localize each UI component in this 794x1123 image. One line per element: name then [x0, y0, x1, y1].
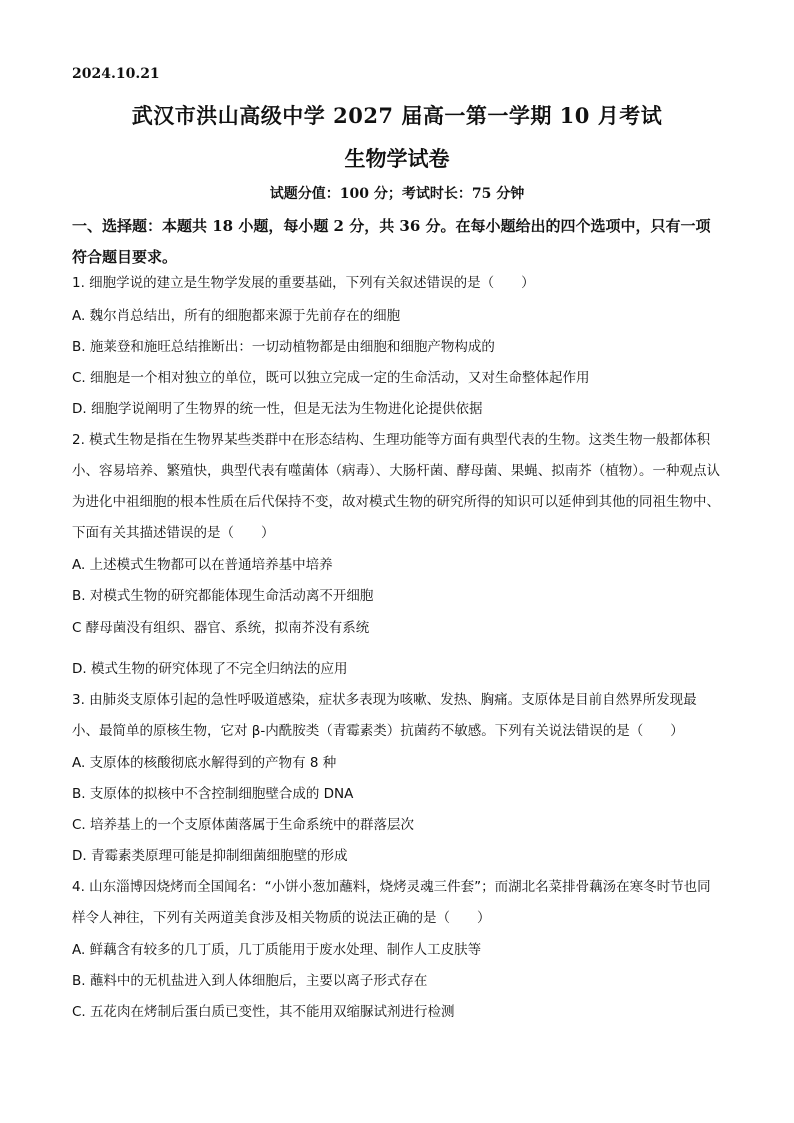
exam-subtitle: 生物学试卷 — [344, 146, 450, 171]
exam-date: 2024.10.21 — [72, 66, 160, 82]
question-1-option-d: D. 细胞学说阐明了生物界的统一性，但是无法为生物进化论提供依据 — [72, 401, 483, 417]
question-1-option-b: B. 施莱登和施旺总结推断出：一切动植物都是由细胞和细胞产物构成的 — [72, 339, 495, 355]
question-2-option-b: B. 对模式生物的研究都能体现生命活动离不开细胞 — [72, 588, 374, 604]
question-3-option-a: A. 支原体的核酸彻底水解得到的产物有 8 种 — [72, 755, 337, 771]
question-4-stem: 4. 山东淄博因烧烤而全国闻名：“小饼小葱加蘸料，烧烤灵魂三件套”；而湖北名菜排骨藕汤在寒冬时节也同样令人神往，下列有关两道美食涉及相关物质的说法正确的是（ ） — [72, 879, 711, 926]
question-4-option-c: C. 五花肉在烤制后蛋白质已变性，其不能用双缩脲试剂进行检测 — [72, 1004, 455, 1020]
question-3-stem: 3. 由肺炎支原体引起的急性呼吸道感染，症状多表现为咳嗽、发热、胸痛。支原体是目前自然界所发现最小、最简单的原核生物，它对 β-内酰胺类（青霉素类）抗菌药不敏感。下列有关说法错误的是（ ） — [72, 692, 697, 739]
question-2-option-c: C 酵母菌没有组织、器官、系统，拟南芥没有系统 — [72, 620, 370, 636]
question-2-option-d: D. 模式生物的研究体现了不完全归纳法的应用 — [72, 661, 348, 677]
question-4-option-a: A. 鲜藕含有较多的几丁质，几丁质能用于废水处理、制作人工皮肤等 — [72, 942, 482, 958]
question-2-stem: 2. 模式生物是指在生物界某些类群中在形态结构、生理功能等方面有典型代表的生物。这类生物一般都体积小、容易培养、繁殖快，典型代表有噬菌体（病毒）、大肠杆菌、酵母菌、果蝇、拟南芥（植物）。一种观点认为进化中祖细胞的根本性质在后代保持不变，故对模式生物的研究所得的知识可以延伸到其他的同祖生物中、下面有关其描述错误的是（ ） — [72, 432, 720, 541]
question-4-option-b: B. 蘸料中的无机盐进入到人体细胞后，主要以离子形式存在 — [72, 973, 428, 989]
question-2-option-a: A. 上述模式生物都可以在普通培养基中培养 — [72, 557, 333, 573]
question-1-option-a: A. 魏尔肖总结出，所有的细胞都来源于先前存在的细胞 — [72, 308, 401, 324]
question-3-option-c: C. 培养基上的一个支原体菌落属于生命系统中的群落层次 — [72, 817, 415, 833]
question-1-stem: 1. 细胞学说的建立是生物学发展的重要基础，下列有关叙述错误的是（ ） — [72, 275, 535, 291]
question-1-option-c: C. 细胞是一个相对独立的单位，既可以独立完成一定的生命活动，又对生命整体起作用 — [72, 370, 590, 386]
section-heading: 一、选择题：本题共 18 小题，每小题 2 分，共 36 分。在每小题给出的四个选项中，只有一项符合题目要求。 — [72, 217, 711, 266]
question-3-option-d: D. 青霉素类原理可能是抑制细菌细胞壁的形成 — [72, 848, 348, 864]
exam-title: 武汉市洪山高级中学 2027 届高一第一学期 10 月考试 — [131, 103, 663, 128]
question-3-option-b: B. 支原体的拟核中不含控制细胞壁合成的 DNA — [72, 786, 354, 802]
exam-info: 试题分值：100 分；考试时长：75 分钟 — [269, 186, 525, 202]
